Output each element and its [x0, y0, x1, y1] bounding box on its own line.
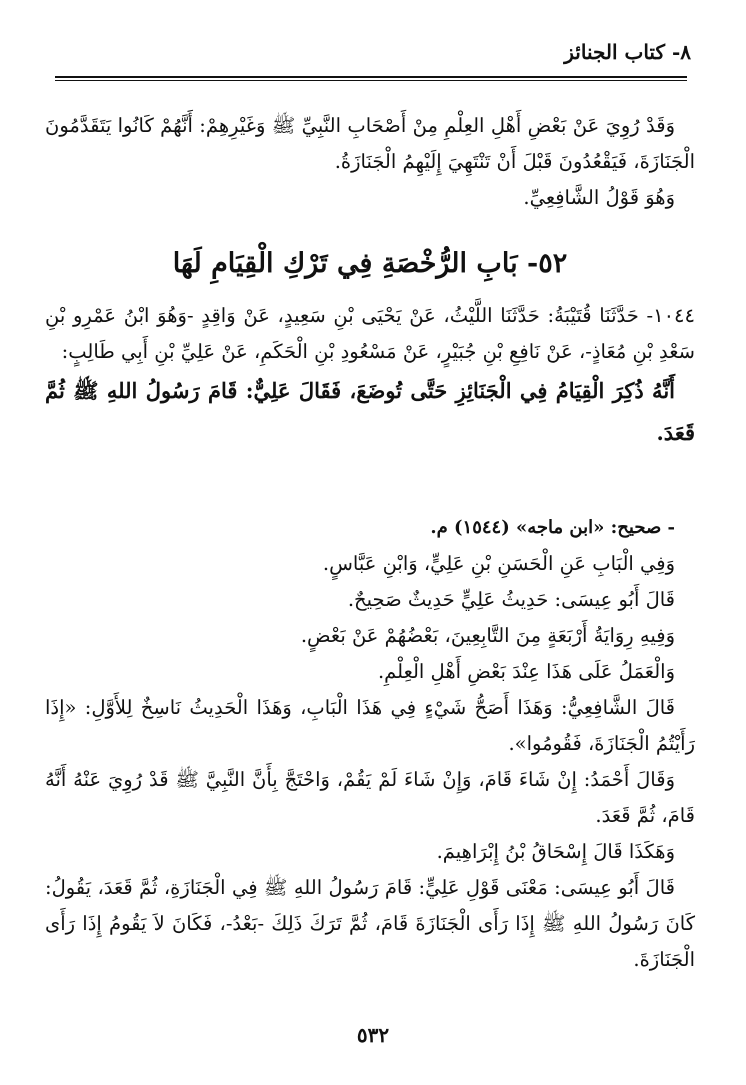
note: قَالَ الشَّافِعِيُّ: وَهَذَا أَصَحُّ شَيْءٍ فِي هَذَا الْبَابِ، وَهَذَا الْحَدِيثُ نَاسِخٌ لِلأَوَّلِ: «إِذَا رَأَيْتُمُ الْجَنَازَةَ، فَقُومُوا». [45, 696, 695, 755]
page-number: ٥٣٢ [356, 1023, 390, 1047]
note: وَهَكَذَا قَالَ إِسْحَاقُ بْنُ إِبْرَاهِيمَ. [436, 840, 675, 863]
hadith-block [45, 298, 695, 454]
note: وَفِيهِ رِوَايَةُ أَرْبَعَةٍ مِنَ التَّابِعِينَ، بَعْضُهُمْ عَنْ بَعْضٍ. [300, 624, 675, 647]
chapter-title: ٥٢- بَابِ الرُّخْصَةِ فِي تَرْكِ الْقِيَامِ لَهَا [172, 248, 568, 279]
note: وَفِي الْبَابِ عَنِ الْحَسَنِ بْنِ عَلِيٍّ، وَابْنِ عَبَّاسٍ. [322, 552, 675, 575]
header-rule [55, 76, 687, 81]
note: قَالَ أَبُو عِيسَى: حَدِيثُ عَلِيٍّ حَدِيثٌ صَحِيحٌ. [347, 588, 675, 611]
matn: أَنَّهُ ذُكِرَ الْقِيَامُ فِي الْجَنَائِزِ حَتَّى تُوضَعَ، فَقَالَ عَلِيٌّ: قَامَ رَسُولُ اللهِ ﷺ ثُمَّ قَعَدَ. [45, 378, 695, 445]
top-block [45, 108, 695, 216]
paragraph: وَهُوَ قَوْلُ الشَّافِعِيِّ. [523, 186, 675, 209]
commentary-block [45, 510, 695, 978]
running-header: ٨- كتاب الجنائز [564, 40, 691, 64]
grading: - صحيح: «ابن ماجه» (١٥٤٤) م. [430, 517, 675, 538]
note: وَالْعَمَلُ عَلَى هَذَا عِنْدَ بَعْضِ أَهْلِ الْعِلْمِ. [377, 660, 675, 683]
note: قَالَ أَبُو عِيسَى: مَعْنَى قَوْلِ عَلِيٍّ: قَامَ رَسُولُ اللهِ ﷺ فِي الْجَنَازَةِ، ثُمَّ قَعَدَ، يَقُولُ: كَانَ رَسُولُ اللهِ ﷺ إِذَا رَأَى الْجَنَازَةَ قَامَ، ثُمَّ تَرَكَ ذَلِكَ -بَعْدُ-، فَكَانَ لاَ يَقُومُ إِذَا رَأَى الْجَنَازَةَ. [45, 876, 695, 971]
note: وَقَالَ أَحْمَدُ: إِنْ شَاءَ قَامَ، وَإِنْ شَاءَ لَمْ يَقُمْ، وَاحْتَجَّ بِأَنَّ النَّبِيَّ ﷺ قَدْ رُوِيَ عَنْهُ أَنَّهُ قَامَ، ثُمَّ قَعَدَ. [45, 768, 695, 827]
paragraph: وَقَدْ رُوِيَ عَنْ بَعْضِ أَهْلِ العِلْمِ مِنْ أَصْحَابِ النَّبِيِّ ﷺ وَغَيْرِهِمْ: أَنَّهُمْ كَانُوا يَتَقَدَّمُونَ الْجَنَازَةَ، فَيَقْعُدُونَ قَبْلَ أَنْ تَنْتَهِيَ إِلَيْهِمُ الْجَنَازَةُ. [45, 114, 695, 173]
isnad: ١٠٤٤- حَدَّثَنَا قُتَيْبَةُ: حَدَّثَنَا اللَّيْثُ، عَنْ يَحْيَى بْنِ سَعِيدٍ، عَنْ وَاقِدٍ -وَهُوَ ابْنُ عَمْرِو بْنِ سَعْدِ بْنِ مُعَاذٍ-، عَنْ نَافِعِ بْنِ جُبَيْرٍ، عَنْ مَسْعُودِ بْنِ الْحَكَمِ، عَنْ عَلِيِّ بْنِ أَبِي طَالِبٍ: [45, 304, 695, 363]
